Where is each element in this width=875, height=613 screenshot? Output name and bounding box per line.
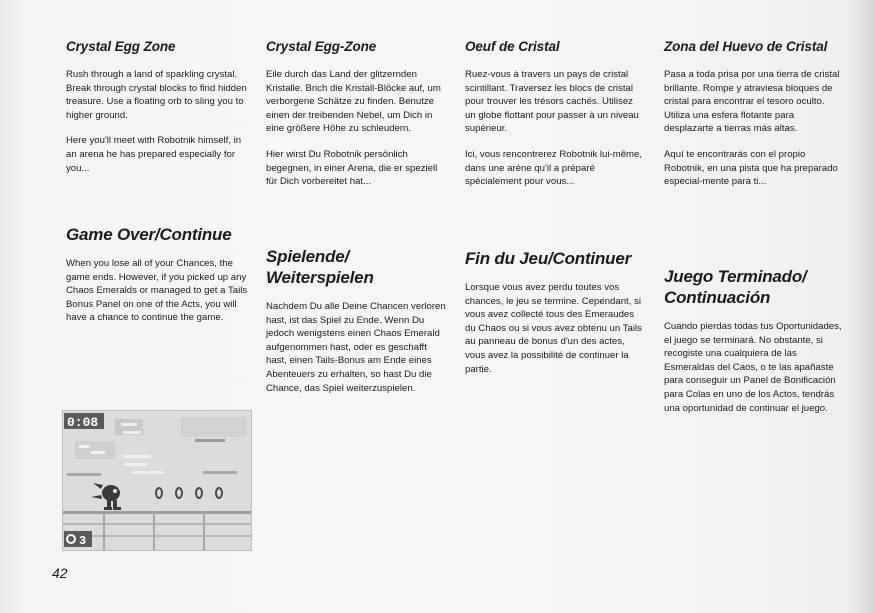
game-screenshot-art	[63, 411, 251, 550]
paragraph-zone-description-es: Pasa a toda prisa por una tierra de cristal brillante. Rompe y atraviesa bloques de cristal para encontrar el tesoro oculto. Utiliza una esfera flotante para desplazarte a tierras más altas.	[664, 69, 840, 135]
heading-crystal-egg-zone-de: Crystal Egg-Zone	[266, 39, 377, 54]
paragraph-game-over-es: Cuando pierdas todas tus Oportunidades, el juego se terminará. No obstante, si recogiste una cualquiera de las Esmeraldas del Caos, o te las apañaste para conseguir un Panel de Bonificación para Colas en uno de los Actos, tendrás una oportunidad de continuar el juego.	[664, 321, 842, 414]
page-edge-shadow	[855, 0, 875, 613]
hud-timer: 0:08	[67, 415, 99, 430]
paragraph-robotnik-en: Here you'll meet with Robotnik himself, in an arena he has prepared especially for you...	[66, 135, 242, 174]
column-french	[465, 38, 645, 375]
paragraph-game-over-fr: Lorsque vous avez perdu toutes vos chances, le jeu se termine. Cependant, si vous avez collecté tous des Emeraudes du Chaos ou si vous avez obtenu un Tails au panneau de bonus d'un des actes, vous avez la possibilité de continuer la partie.	[465, 282, 642, 375]
paragraph-zone-description-en: Rush through a land of sparkling crystal. Break through crystal blocks to find hidden treasure. Use a floating orb to sling you to higher ground.	[66, 69, 247, 121]
paragraph-game-over-en: When you lose all of your Chances, the game ends. However, if you picked up any Chaos Emeralds or managed to get a Tails Bonus Panel on one of the Acts, you will have a chance to continue the game.	[66, 258, 248, 324]
paragraph-robotnik-fr: Ici, vous rencontrerez Robotnik lui-même, dans une arène qu'il a préparé spécialement pour vous...	[465, 148, 643, 188]
column-english	[66, 38, 248, 324]
game-screenshot	[62, 410, 252, 551]
paragraph-robotnik-es: Aquí te encontrarás con el propio Robotnik, en una pista que ha preparado especial-mente para ti...	[664, 148, 838, 188]
page-number: 42	[52, 565, 68, 581]
heading-crystal-egg-zone-fr: Oeuf de Cristal	[465, 39, 560, 54]
heading-game-over-es: Juego Terminado/ Continuación	[664, 267, 807, 307]
heading-game-over-fr: Fin du Jeu/Continuer	[465, 249, 631, 268]
paragraph-game-over-de: Nachdem Du alle Deine Chancen verloren hast, ist das Spiel zu Ende. Wenn Du jedoch wenigstens einen Chaos Emerald aufgenommen hast, oder es geschafft hast, einen Tails-Bonus am Ende eines Abenteuers zu erhalten, so hast Du die Chance, das Spiel weiterzuspielen.	[266, 301, 446, 394]
section-game-over-es	[664, 266, 846, 427]
paragraph-robotnik-de: Hier wirst Du Robotnik persönlich begegnen, in einer Arena, die er speziell für Dich vorbereitet hat...	[266, 148, 438, 188]
heading-game-over-en: Game Over/Continue	[66, 225, 232, 244]
paragraph-zone-description-fr: Ruez-vous à travers un pays de cristal scintillant. Traversez les blocs de cristal pour trouver les trésors cachés. Utilisez un globe flottant pour passer à un niveau supérieur.	[465, 69, 639, 135]
hud-rings-count: 3	[79, 534, 87, 548]
section-game-over-de	[266, 246, 446, 407]
section-game-over-fr	[465, 248, 645, 388]
heading-crystal-egg-zone-en: Crystal Egg Zone	[66, 39, 176, 54]
heading-game-over-de: Spielende/ Weiterspielen	[266, 247, 374, 287]
column-german	[266, 38, 446, 394]
paragraph-zone-description-de: Eile durch das Land der glitzernden Kristalle. Brich die Kristall-Blöcke auf, um verborgene Schätze zu finden. Benutze einen der treibenden Nebel, um Dich in eine größere Höhe zu schleudern.	[266, 69, 441, 135]
section-game-over-en	[66, 224, 248, 337]
heading-crystal-egg-zone-es: Zona del Huevo de Cristal	[664, 39, 828, 54]
column-spanish	[664, 38, 846, 414]
